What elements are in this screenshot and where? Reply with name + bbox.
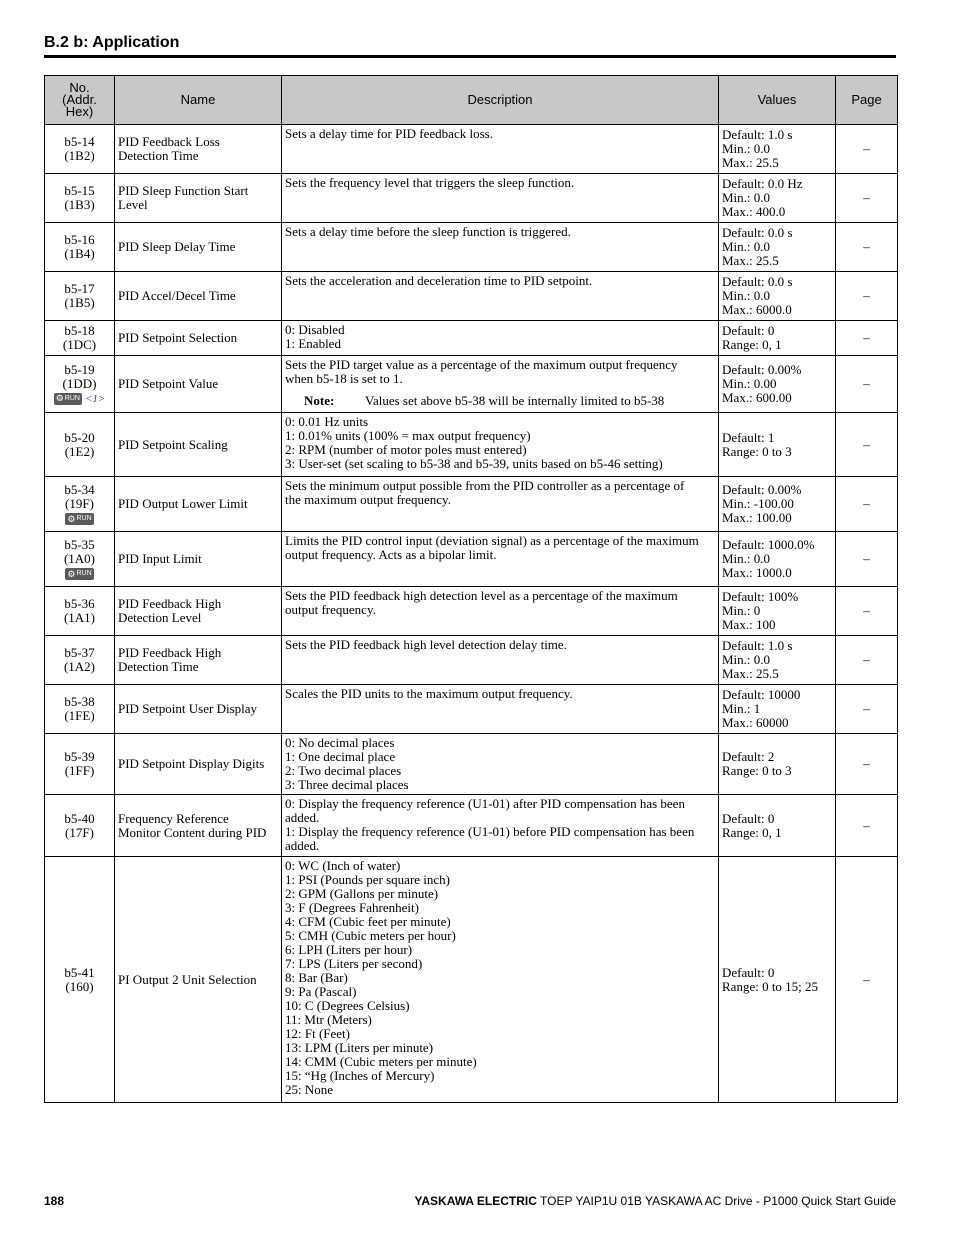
table-row <box>45 125 898 174</box>
description-cell <box>282 321 719 356</box>
parameter-number: b5-37 <box>64 645 95 660</box>
document-title <box>414 1194 896 1208</box>
description-line: 6: LPH (Liters per hour) <box>285 942 413 957</box>
parameter-address: (1A2) <box>63 659 96 674</box>
parameter-number: b5-18 <box>64 323 95 338</box>
description-cell <box>282 477 719 532</box>
description-line: the maximum output frequency. <box>285 492 451 507</box>
parameter-number-cell <box>45 413 115 477</box>
parameter-name: PID Input Limit <box>118 551 202 566</box>
description-cell <box>282 413 719 477</box>
page-footer <box>44 1194 896 1210</box>
value-line: Default: 0.00% <box>722 362 802 377</box>
value-line: Max.: 25.5 <box>722 666 779 681</box>
table-row <box>45 795 898 857</box>
parameter-name: PID Sleep Function Start <box>118 183 249 198</box>
parameter-name: PID Feedback High <box>118 645 222 660</box>
value-line: Default: 0.00% <box>722 482 802 497</box>
values-cell <box>719 125 836 174</box>
values-cell <box>719 587 836 636</box>
value-line: Default: 0 <box>722 810 775 826</box>
description-cell <box>282 636 719 685</box>
description-line: Sets the PID feedback high level detection delay time. <box>285 637 567 652</box>
parameter-address: (1A1) <box>63 610 96 625</box>
value-line: Range: 0 to 3 <box>722 763 792 778</box>
parameter-number-cell <box>45 125 115 174</box>
page-reference: – <box>836 636 898 685</box>
parameter-name: PI Output 2 Unit Selection <box>118 971 257 987</box>
parameter-number: b5-39 <box>64 749 95 764</box>
gear-icon: ⚙ <box>67 513 76 524</box>
page-number: 188 <box>44 1194 65 1208</box>
description-line: 12: Ft (Feet) <box>285 1026 350 1041</box>
description-line: 1: One decimal place <box>285 749 396 764</box>
description-cell <box>282 734 719 795</box>
value-line: Max.: 1000.0 <box>722 565 792 580</box>
parameter-number: b5-20 <box>64 429 95 445</box>
description-line: 3: F (Degrees Fahrenheit) <box>285 900 419 915</box>
parameter-number-cell <box>45 174 115 223</box>
parameter-address: (17F) <box>65 824 94 840</box>
value-line: Default: 0 <box>722 323 775 338</box>
table-row <box>45 356 898 413</box>
page-reference: – <box>836 272 898 321</box>
value-line: Max.: 60000 <box>722 715 789 730</box>
description-line: 7: LPS (Liters per second) <box>285 956 423 971</box>
description-line: Limits the PID control input (deviation signal) as a percentage of the maximum <box>285 533 699 548</box>
value-line: Min.: -100.00 <box>722 496 794 511</box>
description-cell <box>282 685 719 734</box>
description-line: 11: Mtr (Meters) <box>285 1012 372 1027</box>
value-line: Min.: 0.0 <box>722 190 771 205</box>
parameter-address: (1E2) <box>64 443 95 459</box>
value-line: Default: 0 <box>722 964 775 980</box>
description-line: 15: “Hg (Inches of Mercury) <box>285 1068 435 1083</box>
parameter-name: PID Setpoint Value <box>118 376 219 391</box>
description-cell <box>282 272 719 321</box>
value-line: Default: 1000.0% <box>722 537 815 552</box>
description-line: 0: Display the frequency reference (U1-01) after PID compensation has been <box>285 796 685 811</box>
description-cell <box>282 587 719 636</box>
value-line: Default: 1.0 s <box>722 638 793 653</box>
description-line: 3: Three decimal places <box>285 777 409 792</box>
value-line: Min.: 0.00 <box>722 376 777 391</box>
values-cell <box>719 223 836 272</box>
parameter-number: b5-15 <box>64 183 95 198</box>
parameter-name: Detection Level <box>118 610 202 625</box>
parameter-name: PID Output Lower Limit <box>118 496 248 511</box>
parameter-number-cell <box>45 857 115 1103</box>
table-row <box>45 223 898 272</box>
parameter-name-cell <box>115 685 282 734</box>
description-line: Sets the minimum output possible from the PID controller as a percentage of <box>285 478 685 493</box>
description-line: 0: No decimal places <box>285 735 395 750</box>
parameter-name-cell <box>115 125 282 174</box>
gear-icon: ⚙ <box>55 393 64 404</box>
parameter-address: (1B3) <box>64 197 95 212</box>
description-cell <box>282 857 719 1103</box>
table-row <box>45 532 898 587</box>
parameter-number: b5-34 <box>64 481 95 497</box>
parameter-name: PID Accel/Decel Time <box>118 288 236 303</box>
parameter-number: b5-40 <box>64 810 95 826</box>
parameter-name-cell <box>115 795 282 857</box>
description-line: Sets the acceleration and deceleration time to PID setpoint. <box>285 273 593 288</box>
values-cell <box>719 734 836 795</box>
column-header-page: Page <box>836 76 898 125</box>
page-reference: – <box>836 223 898 272</box>
value-line: Range: 0, 1 <box>722 824 782 840</box>
parameter-number: b5-35 <box>64 536 95 552</box>
description-line: 1: Display the frequency reference (U1-01) before PID compensation has been <box>285 824 695 839</box>
values-cell <box>719 356 836 413</box>
table-row <box>45 477 898 532</box>
table-row <box>45 272 898 321</box>
parameter-name-cell <box>115 223 282 272</box>
parameter-number: b5-17 <box>64 281 95 296</box>
description-cell <box>282 532 719 587</box>
value-line: Min.: 0.0 <box>722 288 771 303</box>
description-line: 1: 0.01% units (100% = max output frequency) <box>285 428 531 443</box>
parameter-address: (1B5) <box>64 295 95 310</box>
parameter-address: (1FE) <box>64 708 95 723</box>
table-row <box>45 413 898 477</box>
value-line: Min.: 1 <box>722 701 761 716</box>
description-cell <box>282 795 719 857</box>
parameter-name: Detection Time <box>118 148 199 163</box>
brand-name: YASKAWA ELECTRIC <box>414 1194 537 1208</box>
parameter-name-cell <box>115 356 282 413</box>
values-cell <box>719 321 836 356</box>
parameter-address: (160) <box>65 978 94 994</box>
description-line: 5: CMH (Cubic meters per hour) <box>285 928 456 943</box>
parameter-address: (19F) <box>65 495 94 511</box>
value-line: Default: 2 <box>722 749 775 764</box>
note-reference: <1> <box>84 392 106 405</box>
description-line: 0: 0.01 Hz units <box>285 414 369 429</box>
description-line: 3: User-set (set scaling to b5-38 and b5-39, units based on b5-46 setting) <box>285 456 663 471</box>
parameter-address: (1B2) <box>64 148 95 163</box>
description-line: Sets the frequency level that triggers the sleep function. <box>285 175 575 190</box>
value-line: Max.: 100 <box>722 617 776 632</box>
description-line: when b5-18 is set to 1. <box>285 371 403 386</box>
value-line: Default: 100% <box>722 589 799 604</box>
parameter-name-cell <box>115 321 282 356</box>
run-badge-label: RUN <box>64 394 80 402</box>
description-line: 2: RPM (number of motor poles must entered) <box>285 442 527 457</box>
column-header-description: Description <box>282 76 719 125</box>
parameter-name-cell <box>115 636 282 685</box>
parameter-name-cell <box>115 477 282 532</box>
page-reference: – <box>836 734 898 795</box>
parameter-number-cell <box>45 734 115 795</box>
parameter-number-cell <box>45 223 115 272</box>
description-line: Sets a delay time for PID feedback loss. <box>285 126 493 141</box>
description-line: Scales the PID units to the maximum output frequency. <box>285 686 573 701</box>
parameter-name: Detection Time <box>118 659 199 674</box>
values-cell <box>719 636 836 685</box>
parameter-address: (1B4) <box>64 246 95 261</box>
document-name: TOEP YAIP1U 01B YASKAWA AC Drive - P1000 Quick Start Guide <box>540 1194 896 1208</box>
description-line: 1: PSI (Pounds per square inch) <box>285 872 451 887</box>
table-row <box>45 587 898 636</box>
parameter-name: Monitor Content during PID <box>118 824 267 840</box>
description-line: 1: Enabled <box>285 336 341 351</box>
description-line: added. <box>285 810 320 825</box>
parameter-name: PID Sleep Delay Time <box>118 239 236 254</box>
value-line: Min.: 0.0 <box>722 652 771 667</box>
value-line: Min.: 0 <box>722 603 761 618</box>
parameter-name: PID Setpoint Scaling <box>118 436 228 452</box>
values-cell <box>719 685 836 734</box>
description-line: 4: CFM (Cubic feet per minute) <box>285 914 451 929</box>
parameter-number: b5-36 <box>64 596 95 611</box>
run-badge-icon <box>54 393 82 405</box>
value-line: Default: 0.0 Hz <box>722 176 803 191</box>
value-line: Range: 0, 1 <box>722 337 782 352</box>
table-row <box>45 636 898 685</box>
page-reference: – <box>836 587 898 636</box>
value-line: Max.: 6000.0 <box>722 302 792 317</box>
parameter-name-cell <box>115 857 282 1103</box>
parameter-name: PID Feedback Loss <box>118 134 220 149</box>
run-badge-label: RUN <box>76 515 92 522</box>
description-note <box>285 394 715 408</box>
parameter-name: PID Setpoint Selection <box>118 330 238 345</box>
run-badge-label: RUN <box>76 570 92 577</box>
values-cell <box>719 857 836 1103</box>
parameter-name-cell <box>115 174 282 223</box>
parameter-number-cell <box>45 356 115 413</box>
description-line: output frequency. Acts as a bipolar limit. <box>285 547 497 562</box>
table-row <box>45 734 898 795</box>
run-badge-icon <box>65 568 93 580</box>
value-line: Max.: 100.00 <box>722 510 792 525</box>
parameter-address: (1DD) <box>62 375 97 391</box>
description-line: 10: C (Degrees Celsius) <box>285 998 410 1013</box>
description-line: 25: None <box>285 1082 334 1097</box>
page-reference: – <box>836 413 898 477</box>
page-reference: – <box>836 174 898 223</box>
values-cell <box>719 477 836 532</box>
description-line: added. <box>285 838 320 853</box>
parameter-name-cell <box>115 532 282 587</box>
parameter-table <box>44 75 898 1103</box>
description-line: output frequency. <box>285 602 376 617</box>
values-cell <box>719 532 836 587</box>
parameter-number: b5-16 <box>64 232 95 247</box>
parameter-name-cell <box>115 734 282 795</box>
value-line: Min.: 0.0 <box>722 551 771 566</box>
parameter-number-cell <box>45 321 115 356</box>
parameter-number-cell <box>45 685 115 734</box>
gear-icon: ⚙ <box>67 568 76 579</box>
description-line: 2: GPM (Gallons per minute) <box>285 886 439 901</box>
table-row <box>45 857 898 1103</box>
parameter-name: PID Setpoint Display Digits <box>118 756 265 771</box>
value-line: Default: 1 <box>722 429 775 445</box>
page-reference: – <box>836 532 898 587</box>
parameter-name-cell <box>115 587 282 636</box>
value-line: Range: 0 to 15; 25 <box>722 978 819 994</box>
parameter-number-cell <box>45 477 115 532</box>
description-cell <box>282 223 719 272</box>
table-header-row <box>45 76 898 125</box>
description-line: 13: LPM (Liters per minute) <box>285 1040 434 1055</box>
page-reference: – <box>836 857 898 1103</box>
page-reference: – <box>836 477 898 532</box>
value-line: Max.: 25.5 <box>722 253 779 268</box>
parameter-address: (1A0) <box>63 550 96 566</box>
description-line: 8: Bar (Bar) <box>285 970 348 985</box>
value-line: Min.: 0.0 <box>722 239 771 254</box>
parameter-number-cell <box>45 587 115 636</box>
values-cell <box>719 272 836 321</box>
value-line: Max.: 600.00 <box>722 390 792 405</box>
description-line: 9: Pa (Pascal) <box>285 984 357 999</box>
table-row <box>45 685 898 734</box>
note-label: Note: <box>304 393 335 408</box>
column-header-values: Values <box>719 76 836 125</box>
column-header-name: Name <box>115 76 282 125</box>
value-line: Default: 0.0 s <box>722 225 793 240</box>
description-line: Sets a delay time before the sleep function is triggered. <box>285 224 571 239</box>
parameter-address: (1FF) <box>64 763 95 778</box>
page-reference: – <box>836 356 898 413</box>
parameter-number: b5-41 <box>64 964 95 980</box>
value-line: Default: 10000 <box>722 687 801 702</box>
section-title: B.2 b: Application <box>44 34 896 58</box>
description-line: 0: Disabled <box>285 322 345 337</box>
value-line: Default: 0.0 s <box>722 274 793 289</box>
page-reference: – <box>836 795 898 857</box>
parameter-name: Frequency Reference <box>118 810 229 826</box>
page-reference: – <box>836 125 898 174</box>
description-line: 0: WC (Inch of water) <box>285 858 401 873</box>
parameter-number-cell <box>45 795 115 857</box>
value-line: Min.: 0.0 <box>722 141 771 156</box>
description-line: 14: CMM (Cubic meters per minute) <box>285 1054 477 1069</box>
run-badge-icon <box>65 513 93 525</box>
description-line: 2: Two decimal places <box>285 763 402 778</box>
parameter-number: b5-19 <box>64 361 95 377</box>
parameter-address: (1DC) <box>62 337 97 352</box>
column-header-no: No. (Addr. Hex) <box>45 76 115 125</box>
parameter-name-cell <box>115 413 282 477</box>
parameter-number-cell <box>45 532 115 587</box>
page-reference: – <box>836 685 898 734</box>
parameter-name-cell <box>115 272 282 321</box>
parameter-number: b5-38 <box>64 694 95 709</box>
note-text: Values set above b5-38 will be internally limited to b5-38 <box>365 393 665 408</box>
value-line: Max.: 400.0 <box>722 204 786 219</box>
description-line: Sets the PID feedback high detection level as a percentage of the maximum <box>285 588 678 603</box>
table-row <box>45 321 898 356</box>
value-line: Max.: 25.5 <box>722 155 779 170</box>
values-cell <box>719 413 836 477</box>
parameter-name: Level <box>118 197 148 212</box>
parameter-name: PID Setpoint User Display <box>118 701 258 716</box>
description-cell <box>282 174 719 223</box>
table-row <box>45 174 898 223</box>
description-cell <box>282 125 719 174</box>
description-line: Sets the PID target value as a percentage of the maximum output frequency <box>285 357 678 372</box>
description-cell <box>282 356 719 413</box>
parameter-number-cell <box>45 636 115 685</box>
value-line: Range: 0 to 3 <box>722 443 792 459</box>
value-line: Default: 1.0 s <box>722 127 793 142</box>
values-cell <box>719 174 836 223</box>
parameter-number: b5-14 <box>64 134 95 149</box>
page-reference: – <box>836 321 898 356</box>
parameter-name: PID Feedback High <box>118 596 222 611</box>
parameter-number-cell <box>45 272 115 321</box>
values-cell <box>719 795 836 857</box>
